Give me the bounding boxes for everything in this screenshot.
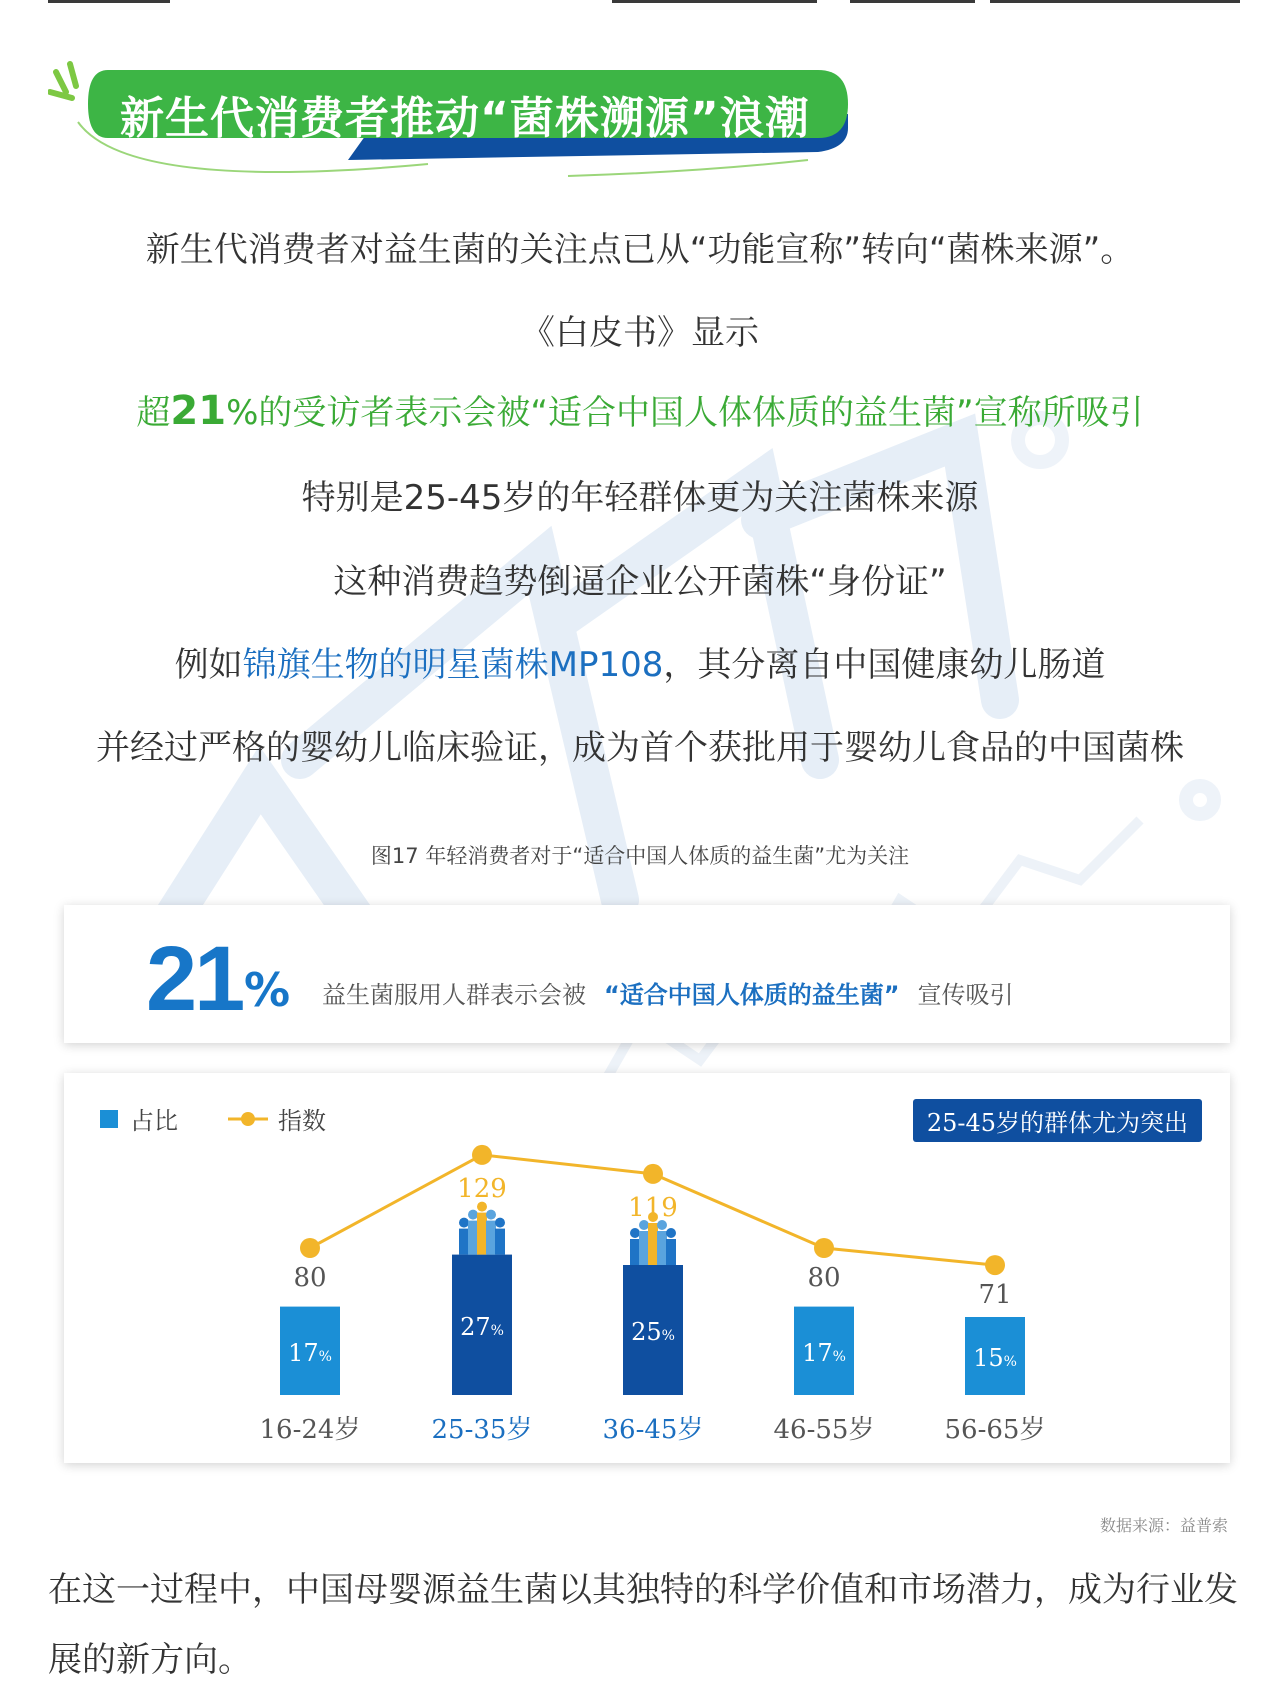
paragraph-6: [0, 637, 1280, 686]
headline-text-highlight: “适合中国人体质的益生菌”: [604, 981, 900, 1009]
top-divider-right: [990, 0, 1240, 3]
paragraph-5: 这种消费趋势倒逼企业公开菌株“身份证”: [333, 562, 947, 602]
paragraph-2: 《白皮书》显示: [521, 313, 759, 353]
paragraph-3: [0, 385, 1280, 434]
p3-number: 21: [170, 388, 227, 434]
figure-caption: 图17 年轻消费者对于“适合中国人体质的益生菌”尤为关注: [370, 844, 910, 868]
bar-value-label: 15%: [973, 1344, 1017, 1372]
headline-value: 21: [146, 928, 243, 1030]
index-value-label: 71: [978, 1280, 1012, 1311]
index-value-label: 80: [293, 1263, 327, 1293]
chart-plot: [64, 1073, 1230, 1463]
index-value-label: 119: [628, 1192, 678, 1223]
index-value-label: 129: [457, 1173, 507, 1204]
paragraph-1: 新生代消费者对益生菌的关注点已从“功能宣称”转向“菌株来源”。: [145, 230, 1135, 270]
p6-prefix: 例如: [174, 645, 243, 685]
bar-value-label: 17%: [802, 1338, 846, 1367]
index-point: [985, 1255, 1005, 1275]
category-label: 56-65岁: [944, 1415, 1046, 1445]
headline-text-after: 宣传吸引: [917, 981, 1014, 1009]
index-point: [643, 1164, 663, 1184]
headline-text-before: 益生菌服用人群表示会被: [322, 981, 586, 1009]
p6-rest: ，其分离自中国健康幼儿肠道: [663, 645, 1106, 685]
category-label: 46-55岁: [773, 1415, 875, 1445]
section-title: 新生代消费者推动“菌株溯源”浪潮: [120, 93, 810, 144]
closing-paragraph: 在这一过程中，中国母婴源益生菌以其独特的科学价值和市场潜力，成为行业发展的新方向。: [48, 1570, 1238, 1680]
highlight-badge: 25-45岁的群体尤为突出: [913, 1099, 1202, 1142]
top-divider-mid: [612, 0, 817, 3]
section-header: [48, 52, 868, 182]
bar-value-label: 25%: [631, 1318, 675, 1346]
index-value-label: 80: [807, 1263, 841, 1293]
p3-prefix: 超: [136, 393, 171, 433]
paragraph-7: 并经过严格的婴幼儿临床验证，成为首个获批用于婴幼儿食品的中国菌株: [96, 728, 1184, 768]
people-icon: [459, 1202, 505, 1255]
top-divider-mid2: [850, 0, 975, 3]
category-label: 16-24岁: [259, 1415, 361, 1445]
top-divider-left: [48, 0, 170, 3]
legend-bar-label: 占比: [130, 1107, 178, 1135]
paragraph-4: 特别是25-45岁的年轻群体更为关注菌株来源: [301, 478, 979, 518]
data-source: 数据来源：益普索: [1099, 1516, 1228, 1535]
chart-card: [64, 1073, 1230, 1463]
headline-unit: %: [244, 963, 291, 1017]
index-point: [814, 1238, 834, 1258]
index-point: [472, 1145, 492, 1165]
legend-line-label: 指数: [278, 1107, 326, 1135]
category-label: 36-45岁: [602, 1415, 704, 1445]
bar-value-label: 17%: [288, 1338, 332, 1367]
p6-highlight: 锦旗生物的明星菌株MP108: [242, 645, 664, 685]
bar-value-label: 27%: [460, 1312, 504, 1341]
index-point: [300, 1238, 320, 1258]
p3-rest: %的受访者表示会被“适合中国人体体质的益生菌”宣称所吸引: [226, 393, 1144, 433]
headline-text: [322, 975, 1014, 1010]
headline-card: [64, 905, 1230, 1043]
category-label: 25-35岁: [431, 1415, 533, 1445]
